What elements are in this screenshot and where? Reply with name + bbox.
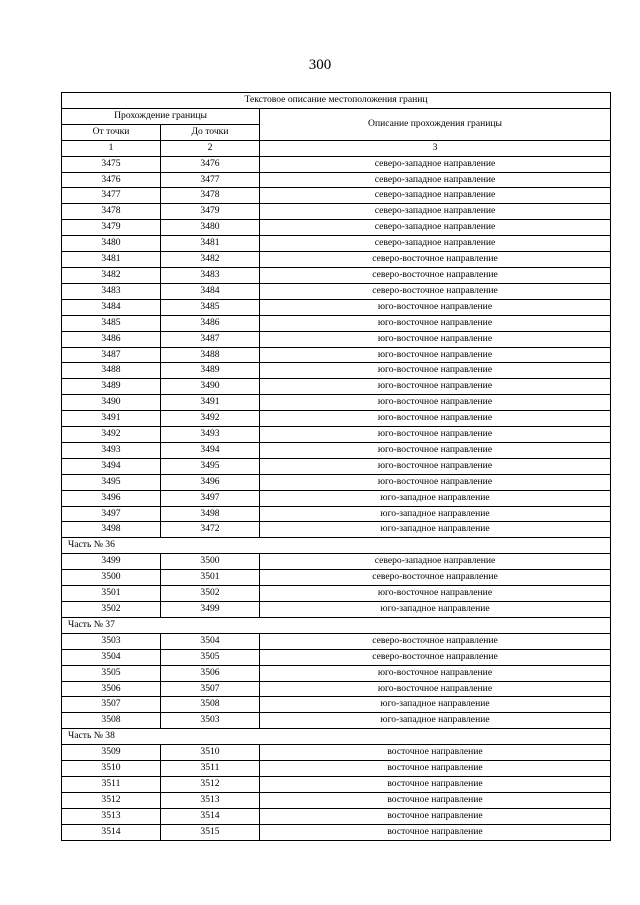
table-row xyxy=(62,442,611,458)
to-point-cell: 3487 xyxy=(161,331,260,347)
table-row xyxy=(62,697,611,713)
part-heading: Часть № 38 xyxy=(62,729,611,745)
from-point-cell: 3488 xyxy=(62,363,161,379)
description-cell: юго-восточное направление xyxy=(260,315,611,331)
to-point-cell: 3495 xyxy=(161,458,260,474)
to-point-cell: 3500 xyxy=(161,554,260,570)
from-point-cell: 3480 xyxy=(62,236,161,252)
boundary-description-table xyxy=(61,92,611,841)
description-cell: северо-восточное направление xyxy=(260,633,611,649)
from-point-cell: 3510 xyxy=(62,761,161,777)
description-cell: юго-западное направление xyxy=(260,602,611,618)
table-body xyxy=(62,156,611,840)
table-row xyxy=(62,252,611,268)
to-point-cell: 3512 xyxy=(161,776,260,792)
description-cell: юго-западное направление xyxy=(260,490,611,506)
to-point-cell: 3499 xyxy=(161,602,260,618)
table-row xyxy=(62,792,611,808)
description-cell: юго-западное направление xyxy=(260,713,611,729)
description-cell: юго-восточное направление xyxy=(260,379,611,395)
table-row xyxy=(62,395,611,411)
table-row xyxy=(62,156,611,172)
description-cell: восточное направление xyxy=(260,776,611,792)
part-heading: Часть № 36 xyxy=(62,538,611,554)
table-row xyxy=(62,172,611,188)
to-point-cell: 3503 xyxy=(161,713,260,729)
description-cell: северо-восточное направление xyxy=(260,649,611,665)
from-point-cell: 3478 xyxy=(62,204,161,220)
table-title: Текстовое описание местоположения границ xyxy=(62,93,611,109)
from-point-cell: 3489 xyxy=(62,379,161,395)
col-number: 1 xyxy=(62,140,161,156)
description-cell: северо-восточное направление xyxy=(260,283,611,299)
from-point-cell: 3475 xyxy=(62,156,161,172)
table-row xyxy=(62,474,611,490)
part-heading-row xyxy=(62,729,611,745)
to-point-cell: 3489 xyxy=(161,363,260,379)
from-point-cell: 3513 xyxy=(62,808,161,824)
description-cell: юго-восточное направление xyxy=(260,458,611,474)
to-point-cell: 3476 xyxy=(161,156,260,172)
to-point-cell: 3481 xyxy=(161,236,260,252)
to-point-cell: 3496 xyxy=(161,474,260,490)
to-point-cell: 3480 xyxy=(161,220,260,236)
table-row xyxy=(62,427,611,443)
table-row xyxy=(62,490,611,506)
part-heading: Часть № 37 xyxy=(62,617,611,633)
from-point-cell: 3481 xyxy=(62,252,161,268)
from-point-cell: 3496 xyxy=(62,490,161,506)
table-row xyxy=(62,363,611,379)
to-point-cell: 3506 xyxy=(161,665,260,681)
from-point-cell: 3494 xyxy=(62,458,161,474)
description-cell: юго-восточное направление xyxy=(260,474,611,490)
to-point-cell: 3501 xyxy=(161,570,260,586)
from-point-cell: 3501 xyxy=(62,586,161,602)
description-cell: юго-западное направление xyxy=(260,697,611,713)
from-point-cell: 3476 xyxy=(62,172,161,188)
table-row xyxy=(62,267,611,283)
description-cell: юго-восточное направление xyxy=(260,586,611,602)
from-point-cell: 3508 xyxy=(62,713,161,729)
table-row xyxy=(62,808,611,824)
from-point-cell: 3486 xyxy=(62,331,161,347)
to-point-cell: 3488 xyxy=(161,347,260,363)
table-title-row xyxy=(62,93,611,109)
description-cell: юго-восточное направление xyxy=(260,395,611,411)
description-cell: юго-восточное направление xyxy=(260,347,611,363)
description-cell: северо-западное направление xyxy=(260,554,611,570)
to-point-cell: 3511 xyxy=(161,761,260,777)
to-point-cell: 3479 xyxy=(161,204,260,220)
table-row xyxy=(62,522,611,538)
from-point-cell: 3504 xyxy=(62,649,161,665)
description-cell: юго-восточное направление xyxy=(260,331,611,347)
to-point-cell: 3486 xyxy=(161,315,260,331)
description-cell: юго-восточное направление xyxy=(260,427,611,443)
from-point-cell: 3487 xyxy=(62,347,161,363)
to-point-cell: 3494 xyxy=(161,442,260,458)
to-point-cell: 3493 xyxy=(161,427,260,443)
to-point-cell: 3484 xyxy=(161,283,260,299)
to-point-cell: 3508 xyxy=(161,697,260,713)
to-point-cell: 3507 xyxy=(161,681,260,697)
from-point-cell: 3511 xyxy=(62,776,161,792)
table-row xyxy=(62,665,611,681)
table-row xyxy=(62,633,611,649)
description-cell: юго-восточное направление xyxy=(260,299,611,315)
from-point-cell: 3497 xyxy=(62,506,161,522)
from-point-cell: 3506 xyxy=(62,681,161,697)
to-point-cell: 3502 xyxy=(161,586,260,602)
from-point-cell: 3509 xyxy=(62,745,161,761)
to-point-cell: 3472 xyxy=(161,522,260,538)
from-point-cell: 3493 xyxy=(62,442,161,458)
description-cell: северо-западное направление xyxy=(260,172,611,188)
from-point-cell: 3503 xyxy=(62,633,161,649)
table-row xyxy=(62,713,611,729)
description-cell: северо-западное направление xyxy=(260,188,611,204)
from-point-cell: 3512 xyxy=(62,792,161,808)
table-row xyxy=(62,299,611,315)
table-row xyxy=(62,315,611,331)
from-point-cell: 3479 xyxy=(62,220,161,236)
description-cell: восточное направление xyxy=(260,792,611,808)
description-cell: северо-западное направление xyxy=(260,220,611,236)
to-point-cell: 3490 xyxy=(161,379,260,395)
description-cell: северо-восточное направление xyxy=(260,252,611,268)
description-cell: восточное направление xyxy=(260,761,611,777)
table-row xyxy=(62,681,611,697)
from-point-cell: 3499 xyxy=(62,554,161,570)
to-point-cell: 3515 xyxy=(161,824,260,840)
to-point-cell: 3478 xyxy=(161,188,260,204)
from-point-cell: 3482 xyxy=(62,267,161,283)
description-header: Описание прохождения границы xyxy=(260,108,611,140)
table-row xyxy=(62,570,611,586)
description-cell: северо-восточное направление xyxy=(260,570,611,586)
table-row xyxy=(62,347,611,363)
table-row xyxy=(62,204,611,220)
description-cell: юго-западное направление xyxy=(260,522,611,538)
to-point-cell: 3513 xyxy=(161,792,260,808)
group-header: Прохождение границы xyxy=(62,108,260,124)
table-row xyxy=(62,411,611,427)
from-point-cell: 3477 xyxy=(62,188,161,204)
col-from-header: От точки xyxy=(62,124,161,140)
from-point-cell: 3500 xyxy=(62,570,161,586)
table-row xyxy=(62,586,611,602)
part-heading-row xyxy=(62,538,611,554)
description-cell: восточное направление xyxy=(260,808,611,824)
part-heading-row xyxy=(62,617,611,633)
table-row xyxy=(62,602,611,618)
table-row xyxy=(62,649,611,665)
table-row xyxy=(62,554,611,570)
description-cell: юго-западное направление xyxy=(260,506,611,522)
to-point-cell: 3483 xyxy=(161,267,260,283)
description-cell: восточное направление xyxy=(260,824,611,840)
to-point-cell: 3477 xyxy=(161,172,260,188)
to-point-cell: 3504 xyxy=(161,633,260,649)
table-row xyxy=(62,776,611,792)
from-point-cell: 3484 xyxy=(62,299,161,315)
col-to-header: До точки xyxy=(161,124,260,140)
col-number: 2 xyxy=(161,140,260,156)
to-point-cell: 3497 xyxy=(161,490,260,506)
description-cell: северо-восточное направление xyxy=(260,267,611,283)
from-point-cell: 3505 xyxy=(62,665,161,681)
table-row xyxy=(62,745,611,761)
table-row xyxy=(62,458,611,474)
table-row xyxy=(62,824,611,840)
description-cell: юго-восточное направление xyxy=(260,665,611,681)
to-point-cell: 3491 xyxy=(161,395,260,411)
to-point-cell: 3485 xyxy=(161,299,260,315)
from-point-cell: 3502 xyxy=(62,602,161,618)
description-cell: северо-западное направление xyxy=(260,156,611,172)
description-cell: юго-восточное направление xyxy=(260,411,611,427)
table-row xyxy=(62,761,611,777)
table-row xyxy=(62,331,611,347)
description-cell: северо-западное направление xyxy=(260,236,611,252)
description-cell: юго-восточное направление xyxy=(260,442,611,458)
column-numbers-row xyxy=(62,140,611,156)
description-cell: северо-западное направление xyxy=(260,204,611,220)
from-point-cell: 3514 xyxy=(62,824,161,840)
from-point-cell: 3492 xyxy=(62,427,161,443)
table-row xyxy=(62,188,611,204)
description-cell: юго-восточное направление xyxy=(260,681,611,697)
from-point-cell: 3507 xyxy=(62,697,161,713)
to-point-cell: 3482 xyxy=(161,252,260,268)
from-point-cell: 3491 xyxy=(62,411,161,427)
from-point-cell: 3485 xyxy=(62,315,161,331)
page-number: 300 xyxy=(308,57,332,73)
to-point-cell: 3492 xyxy=(161,411,260,427)
table-header-row xyxy=(62,108,611,124)
table-row xyxy=(62,379,611,395)
table-row xyxy=(62,283,611,299)
to-point-cell: 3514 xyxy=(161,808,260,824)
description-cell: восточное направление xyxy=(260,745,611,761)
to-point-cell: 3498 xyxy=(161,506,260,522)
to-point-cell: 3505 xyxy=(161,649,260,665)
table-row xyxy=(62,506,611,522)
table-row xyxy=(62,236,611,252)
from-point-cell: 3483 xyxy=(62,283,161,299)
description-cell: юго-восточное направление xyxy=(260,363,611,379)
from-point-cell: 3490 xyxy=(62,395,161,411)
to-point-cell: 3510 xyxy=(161,745,260,761)
from-point-cell: 3498 xyxy=(62,522,161,538)
from-point-cell: 3495 xyxy=(62,474,161,490)
table-row xyxy=(62,220,611,236)
col-number: 3 xyxy=(260,140,611,156)
